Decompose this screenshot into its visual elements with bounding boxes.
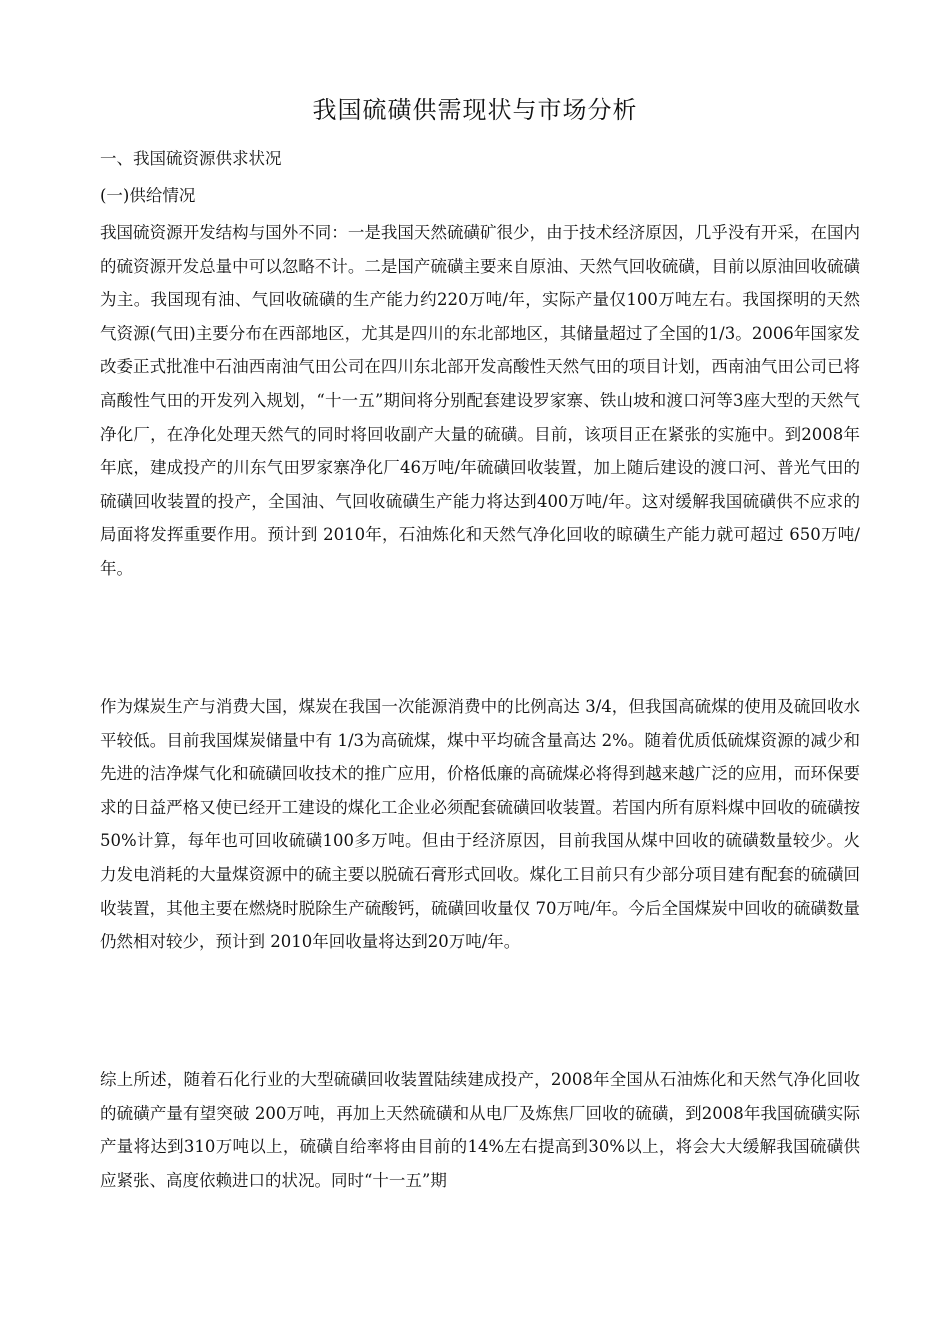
paragraph-supply-oil-gas: 我国硫资源开发结构与国外不同：一是我国天然硫磺矿很少，由于技术经济原因，几乎没有开采，在国内的硫资源开发总量中可以忽略不计。二是国产硫磺主要来自原油、天然气回收硫磺，目前以原油回收硫磺为主。我国现有油、气回收硫磺的生产能力约220万吨/年，实际产量仅100万吨左右。我国探明的天然气资源(气田)主要分布在西部地区，尤其是四川的东北部地区，其储量超过了全国的1/3。2006年国家发改委正式批准中石油西南油气田公司在四川东北部开发高酸性天然气田的项目计划，西南油气田公司已将高酸性气田的开发列入规划，“十一五”期间将分别配套建设罗家寨、铁山坡和渡口河等3座大型的天然气净化厂，在净化处理天然气的同时将回收副产大量的硫磺。目前，该项目正在紧张的实施中。到2008年年底，建成投产的川东气田罗家寨净化厂46万吨/年硫磺回收装置，加上随后建设的渡口河、普光气田的硫磺回收装置的投产，全国油、气回收硫磺生产能力将达到400万吨/年。这对缓解我国硫磺供不应求的局面将发挥重要作用。预计到 2010年，石油炼化和天然气净化回收的晾磺生产能力就可超过 650万吨/年。 [100, 223, 860, 578]
section-heading: 一、我国硫资源供求状况 [100, 149, 282, 168]
document-title: 我国硫磺供需现状与市场分析 [312, 96, 638, 124]
paragraph-summary: 综上所述，随着石化行业的大型硫磺回收装置陆续建成投产，2008年全国从石油炼化和天然气净化回收的硫磺产量有望突破 200万吨，再加上天然硫磺和从电厂及炼焦厂回收的硫磺，到2008年我国硫磺实际产量将达到310万吨以上，硫磺自给率将由目前的14%左右提高到30%以上，将会大大缓解我国硫磺供应紧张、高度依赖进口的状况。同时“十一五”期 [100, 1070, 860, 1190]
subsection-heading: (一)供给情况 [100, 186, 196, 205]
paragraph-coal-recovery: 作为煤炭生产与消费大国，煤炭在我国一次能源消费中的比例高达 3/4，但我国高硫煤的使用及硫回收水平较低。目前我国煤炭储量中有 1/3为高硫煤，煤中平均硫含量高达 2%。随着优质低硫煤资源的减少和先进的洁净煤气化和硫磺回收技术的推广应用，价格低廉的高硫煤必将得到越来越广泛的应用，而环保要求的日益严格又使已经开工建设的煤化工企业必须配套硫磺回收装置。若国内所有原料煤中回收的硫磺按 50%计算，每年也可回收硫磺100多万吨。但由于经济原因，目前我国从煤中回收的硫磺数量较少。火力发电消耗的大量煤资源中的硫主要以脱硫石膏形式回收。煤化工目前只有少部分项目建有配套的硫磺回收装置，其他主要在燃烧时脱除生产硫酸钙，硫磺回收量仅 70万吨/年。今后全国煤炭中回收的硫磺数量仍然相对较少，预计到 2010年回收量将达到20万吨/年。 [100, 697, 860, 952]
